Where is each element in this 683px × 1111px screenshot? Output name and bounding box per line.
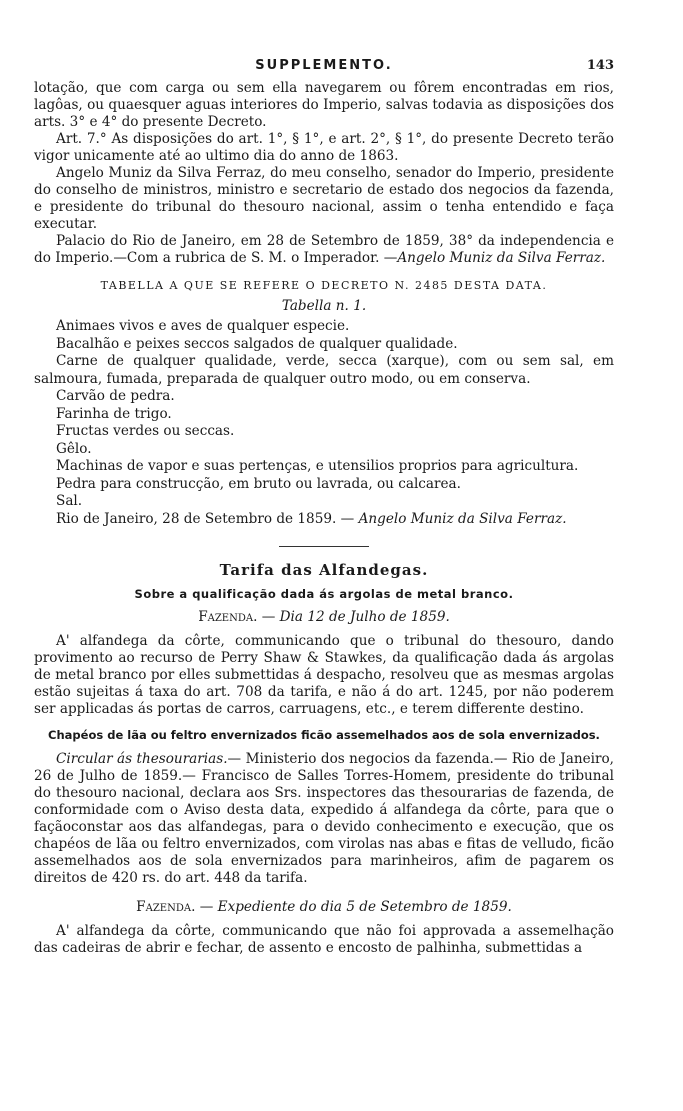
page-number: 143 bbox=[586, 58, 614, 73]
page-content bbox=[34, 80, 614, 957]
decree-paragraph-1: lotação, que com carga ou sem ella navegarem ou fôrem encontradas em rios, lagôas, ou quaesquer aguas interiores do Imperio, salvas todavia as disposições dos arts. 3° e 4° do presente Decreto. bbox=[34, 80, 614, 130]
chapeos-text: — Ministerio dos negocios da fazenda.— Rio de Janeiro, 26 de Julho de 1859.— Francisco de Salles Torres-Homem, presidente do tribunal do thesouro nacional, declara aos Srs. inspectores das thesourarias de fazenda, de conformidade com o Aviso desta data, expedido á alfandega da côrte, para que o façãoconstar aos das alfandegas, para o devido conhecimento e execução, que os chapéos de lãa ou feltro envernizados, com virolas nas abas e fitas de velludo, ficão assemelhados aos de sola envernizados para marinheiros, afim de pagarem os direitos de 420 rs. do art. 448 da tarifa. bbox=[34, 751, 614, 886]
chapeos-body bbox=[34, 751, 614, 887]
tarifa-subtitle: Sobre a qualificação dada ás argolas de metal branco. bbox=[134, 587, 514, 601]
expediente-body: A' alfandega da côrte, communicando que não foi approvada a assemelhação das cadeiras de abrir e fechar, de assento e encosto de palhinha, submettidas a bbox=[34, 923, 614, 956]
tarifa-dateline bbox=[34, 609, 614, 625]
running-header bbox=[34, 58, 614, 80]
decree-palace-paragraph bbox=[34, 233, 614, 267]
table-item: Machinas de vapor e suas pertenças, e utensilios proprios para agricultura. bbox=[56, 458, 579, 474]
decree-minister-paragraph: Angelo Muniz da Silva Ferraz, do meu conselho, senador do Imperio, presidente do conselho de ministros, ministro e secretario de estado dos negocios da fazenda, e presidente do tribunal do thesouro nacional, assim o tenha entendido e faça executar. bbox=[34, 165, 614, 232]
tarifa-dateline-date: Dia 12 de Julho de 1859. bbox=[279, 609, 450, 625]
chapeos-intro: Circular ás thesourarias. bbox=[56, 751, 228, 767]
chapeos-heading: Chapéos de lãa ou feltro envernizados ficão assemelhados aos de sola envernizados. bbox=[48, 728, 600, 742]
decree-signature: Angelo Muniz da Silva Ferraz. bbox=[397, 250, 606, 266]
tarifa-dateline-dash: — bbox=[257, 609, 280, 625]
expediente-dateline bbox=[34, 899, 614, 915]
table-closing bbox=[34, 511, 614, 529]
table-item: Carvão de pedra. bbox=[56, 388, 175, 404]
table-item: Gêlo. bbox=[56, 440, 92, 457]
table-item: Farinha de trigo. bbox=[56, 405, 172, 422]
tarifa-dateline-ministry: Fazenda. bbox=[198, 609, 258, 625]
table-closing-signature: Angelo Muniz da Silva Ferraz. bbox=[358, 510, 567, 527]
table-reference-heading: TABELLA A QUE SE REFERE O DECRETO N. 2485 DESTA DATA. bbox=[100, 279, 548, 292]
table-item: Carne de qualquer qualidade, verde, secca (xarque), com ou sem sal, em salmoura, fumada, preparada de qualquer outro modo, ou em conserva. bbox=[34, 353, 614, 387]
header-title: SUPPLEMENTO. bbox=[255, 58, 393, 73]
expediente-dash: — bbox=[195, 899, 218, 915]
table-item: Sal. bbox=[56, 493, 83, 509]
tarifa-body: A' alfandega da côrte, communicando que o tribunal do thesouro, dando provimento ao recurso de Perry Shaw & Stawkes, da qualificação dada ás argolas de metal branco por elles submettidas á despacho, resolveu que as mesmas argolas estão sujeitas á taxa do art. 708 da tarifa, e não á do art. 1245, por não poderem ser applicadas ás portas de carros, carruagens, etc., e terem differente destino. bbox=[34, 633, 614, 717]
table-item: Fructas verdes ou seccas. bbox=[56, 423, 235, 439]
section-divider bbox=[279, 546, 369, 547]
tarifa-title: Tarifa das Alfandegas. bbox=[219, 561, 429, 579]
table-item: Bacalhão e peixes seccos salgados de qualquer qualidade. bbox=[56, 335, 458, 352]
decree-palace-text: Palacio do Rio de Janeiro, em 28 de Setembro de 1859, 38° da independencia e do Imperio.—Com a rubrica de S. M. o Imperador. — bbox=[34, 233, 614, 266]
table-item: Pedra para construcção, em bruto ou lavrada, ou calcarea. bbox=[56, 475, 461, 492]
table-closing-text: Rio de Janeiro, 28 de Setembro de 1859. — bbox=[56, 510, 355, 527]
expediente-date: Expediente do dia 5 de Setembro de 1859. bbox=[217, 899, 512, 915]
table-item-list bbox=[34, 318, 614, 528]
table-item: Animaes vivos e aves de qualquer especie. bbox=[56, 318, 350, 334]
expediente-ministry: Fazenda. bbox=[136, 899, 196, 915]
table-subtitle: Tabella n. 1. bbox=[281, 298, 367, 314]
decree-article-7: Art. 7.° As disposições do art. 1°, § 1°, e art. 2°, § 1°, do presente Decreto terão vigor unicamente até ao ultimo dia do anno de 1863. bbox=[34, 131, 614, 164]
